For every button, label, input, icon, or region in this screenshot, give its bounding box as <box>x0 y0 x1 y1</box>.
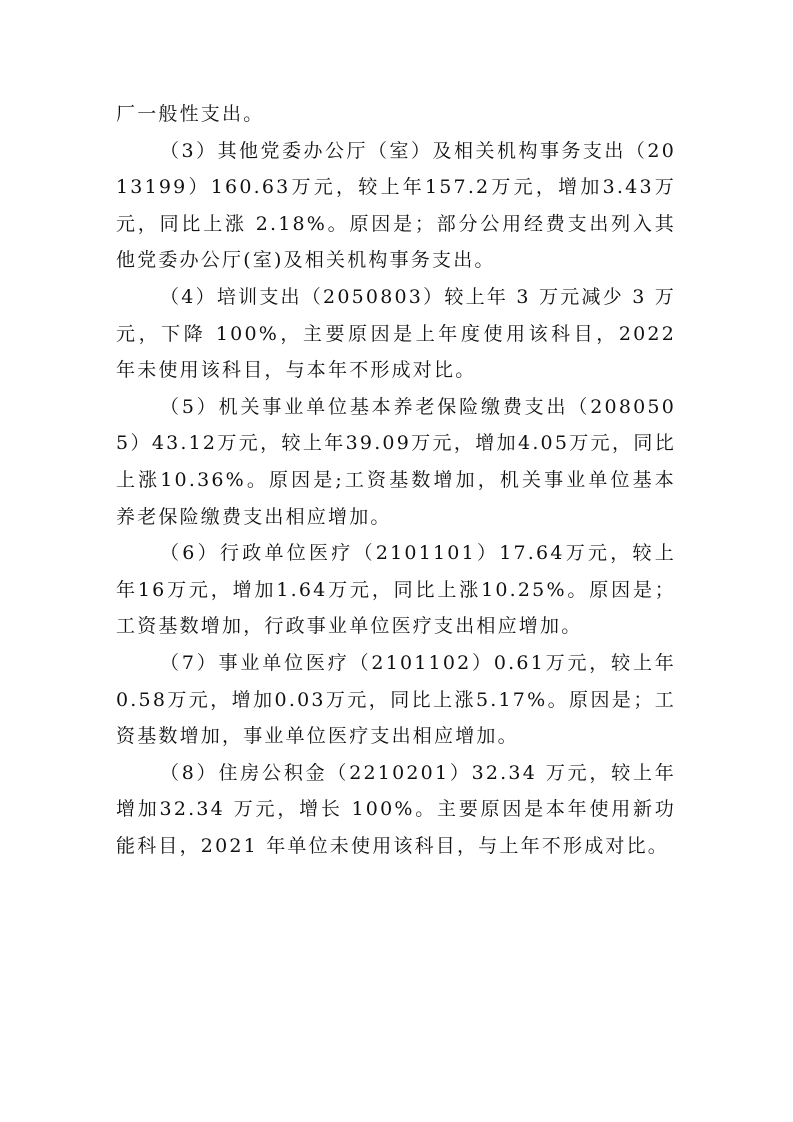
paragraph-item-8: （8）住房公积金（2210201）32.34 万元，较上年增加32.34 万元，增长 100%。主要原因是本年使用新功能科目，2021 年单位未使用该科目，与上年不形成对比。 <box>116 761 676 857</box>
paragraph-continuation: 厂一般性支出。 <box>116 103 265 125</box>
paragraph-item-3: （3）其他党委办公厅（室）及相关机构事务支出（2013199）160.63万元，较上年157.2万元，增加3.43万元，同比上涨 2.18%。原因是；部分公用经费支出列入其他党委办公厅(室)及相关机构事务支出。 <box>116 139 676 272</box>
paragraph-item-5: （5）机关事业单位基本养老保险缴费支出（2080505）43.12万元，较上年39.09万元，增加4.05万元，同比上涨10.36%。原因是;工资基数增加，机关事业单位基本养老保险缴费支出相应增加。 <box>116 395 676 528</box>
paragraph-item-6: （6）行政单位医疗（2101101）17.64万元，较上年16万元，增加1.64万元，同比上涨10.25%。原因是；工资基数增加，行政事业单位医疗支出相应增加。 <box>116 542 676 638</box>
document-body <box>116 96 676 864</box>
paragraph-item-7: （7）事业单位医疗（2101102）0.61万元，较上年0.58万元，增加0.03万元，同比上涨5.17%。原因是；工资基数增加，事业单位医疗支出相应增加。 <box>116 651 676 748</box>
paragraph-item-4: （4）培训支出（2050803）较上年 3 万元减少 3 万元，下降 100%，主要原因是上年度使用该科目，2022 年未使用该科目，与本年不形成对比。 <box>116 285 676 382</box>
